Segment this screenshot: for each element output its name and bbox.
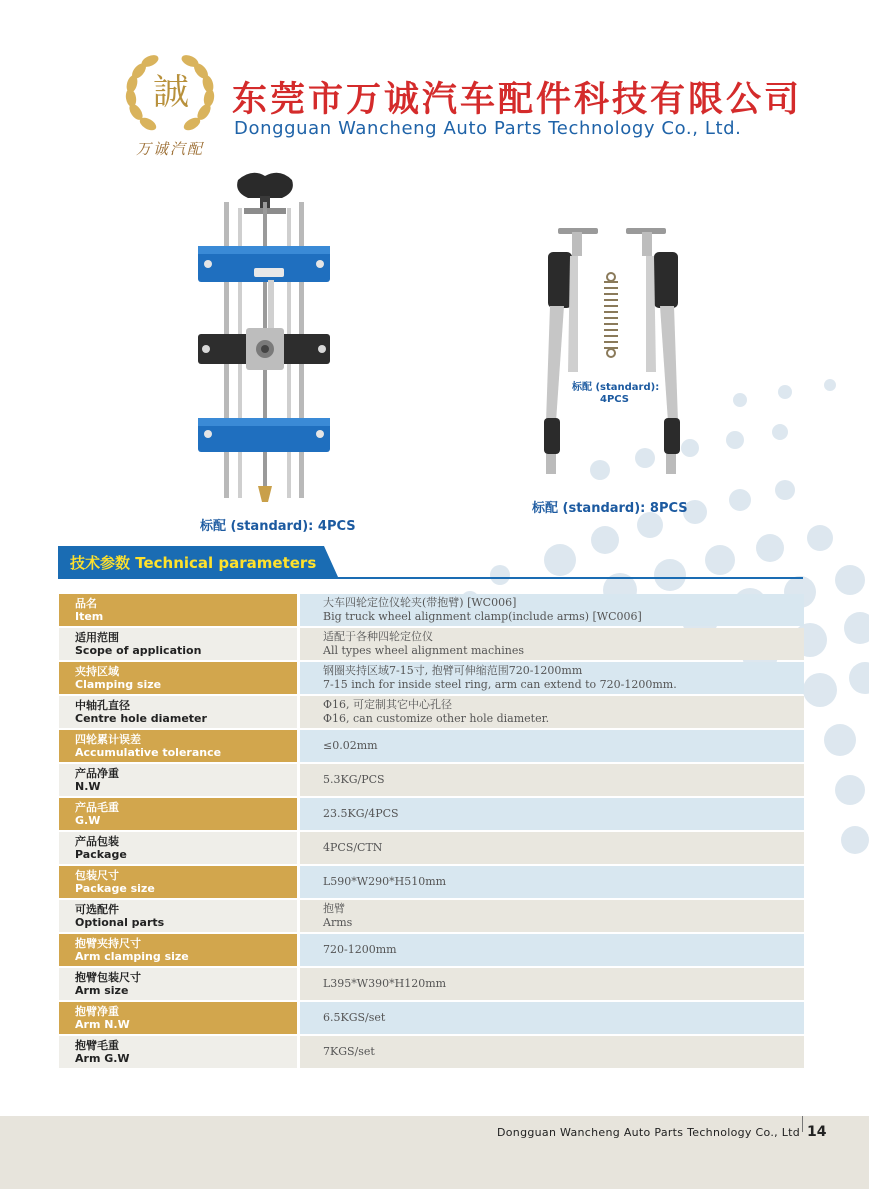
spring-quantity: 4PCS <box>600 394 630 405</box>
company-name-chinese: 东莞市万诚汽车配件科技有限公司 <box>232 79 803 120</box>
param-value: 7KGS/set <box>300 1036 804 1068</box>
param-value: L395*W390*H120mm <box>300 968 804 1000</box>
table-row <box>59 832 804 864</box>
section-divider <box>58 577 803 579</box>
clamp-arms-photo <box>538 222 688 482</box>
param-label: 中轴孔直径 Centre hole diameter <box>59 696 297 728</box>
logo-character: 誠 <box>152 72 189 113</box>
spring-caption: 标配 (standard): <box>572 382 660 393</box>
table-row <box>59 730 804 762</box>
param-label: 产品毛重 G.W <box>59 798 297 830</box>
table-row <box>59 798 804 830</box>
clamp-caption: 标配 (standard): 4PCS <box>200 519 356 534</box>
technical-parameters-table <box>59 592 804 1070</box>
section-title: 技术参数 Technical parameters <box>70 554 317 572</box>
wheel-clamp-photo <box>192 168 342 508</box>
table-row <box>59 628 804 660</box>
page-number: 14 <box>807 1124 827 1140</box>
param-label: 抱臂包装尺寸 Arm size <box>59 968 297 1000</box>
param-value: L590*W290*H510mm <box>300 866 804 898</box>
table-row <box>59 1036 804 1068</box>
company-logo <box>122 52 218 162</box>
table-row <box>59 662 804 694</box>
param-label: 产品净重 N.W <box>59 764 297 796</box>
param-value: 6.5KGS/set <box>300 1002 804 1034</box>
param-label: 四轮累计误差 Accumulative tolerance <box>59 730 297 762</box>
param-value: 23.5KG/4PCS <box>300 798 804 830</box>
param-value: ≤0.02mm <box>300 730 804 762</box>
table-row <box>59 696 804 728</box>
logo-subtitle: 万诚汽配 <box>135 140 204 158</box>
table-row <box>59 934 804 966</box>
param-label: 产品包装 Package <box>59 832 297 864</box>
page-footer <box>0 1116 869 1189</box>
arms-caption: 标配 (standard): 8PCS <box>532 501 688 516</box>
footer-divider <box>802 1116 803 1132</box>
param-label: 抱臂毛重 Arm G.W <box>59 1036 297 1068</box>
footer-company: Dongguan Wancheng Auto Parts Technology Co., Ltd <box>497 1126 801 1139</box>
param-label: 包装尺寸 Package size <box>59 866 297 898</box>
param-value: 适配于各种四轮定位仪 All types wheel alignment machines <box>300 628 804 660</box>
table-row <box>59 968 804 1000</box>
param-label: 可选配件 Optional parts <box>59 900 297 932</box>
param-value: 大车四轮定位仪轮夹(带抱臂) [WC006] Big truck wheel alignment clamp(include arms) [WC006] <box>300 594 804 626</box>
param-value: 720-1200mm <box>300 934 804 966</box>
param-label: 适用范围 Scope of application <box>59 628 297 660</box>
table-row <box>59 764 804 796</box>
table-row <box>59 900 804 932</box>
table-row <box>59 866 804 898</box>
company-name-english: Dongguan Wancheng Auto Parts Technology Co., Ltd. <box>234 118 742 139</box>
param-value: Φ16, 可定制其它中心孔径 Φ16, can customize other hole diameter. <box>300 696 804 728</box>
param-value: 抱臂 Arms <box>300 900 804 932</box>
param-value: 5.3KG/PCS <box>300 764 804 796</box>
param-label: 夹持区域 Clamping size <box>59 662 297 694</box>
param-label: 品名 Item <box>59 594 297 626</box>
param-value: 4PCS/CTN <box>300 832 804 864</box>
table-row <box>59 594 804 626</box>
table-row <box>59 1002 804 1034</box>
section-banner <box>58 546 338 577</box>
param-label: 抱臂夹持尺寸 Arm clamping size <box>59 934 297 966</box>
param-label: 抱臂净重 Arm N.W <box>59 1002 297 1034</box>
param-value: 钢圈夹持区域7-15寸, 抱臂可伸缩范围720-1200mm 7-15 inch for inside steel ring, arm can extend to 720-1200mm. <box>300 662 804 694</box>
